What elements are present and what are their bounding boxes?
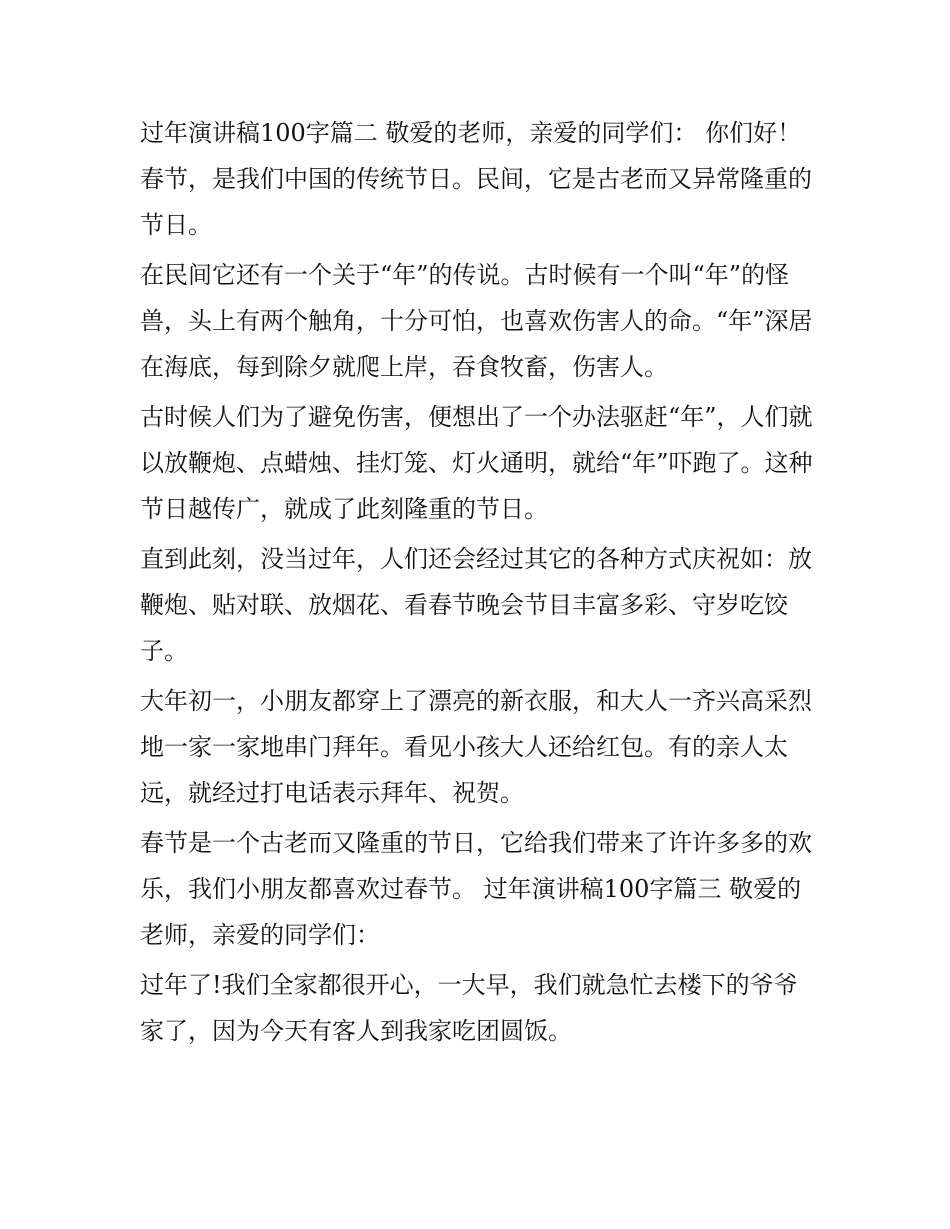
paragraph-3: 古时候人们为了避免伤害，便想出了一个办法驱赶“年”，人们就以放鞭炮、点蜡烛、挂灯笼、灯火通明，就给“年”吓跑了。这种节日越传广，就成了此刻隆重的节日。 <box>140 403 813 523</box>
paragraph-2: 在民间它还有一个关于“年”的传说。古时候有一个叫“年”的怪兽，头上有两个触角，十分可怕，也喜欢伤害人的命。“年”深居在海底，每到除夕就爬上岸，吞食牧畜，伤害人。 <box>140 261 813 381</box>
paragraph-4: 直到此刻，没当过年，人们还会经过其它的各种方式庆祝如：放鞭炮、贴对联、放烟花、看春节晚会节目丰富多彩、守岁吃饺子。 <box>140 545 812 665</box>
paragraph-5: 大年初一，小朋友都穿上了漂亮的新衣服，和大人一齐兴高采烈地一家一家地串门拜年。看见小孩大人还给红包。有的亲人太远，就经过打电话表示拜年、祝贺。 <box>140 687 812 807</box>
paragraph-7: 过年了!我们全家都很开心，一大早，我们就急忙去楼下的爷爷家了，因为今天有客人到我家吃团圆饭。 <box>140 971 798 1045</box>
paragraph-1: 过年演讲稿100字篇二 敬爱的老师，亲爱的同学们： 你们好！ 春节，是我们中国的传统节日。民间，它是古老而又异常隆重的节日。 <box>140 119 812 239</box>
document-body <box>140 110 820 1058</box>
paragraph-6: 春节是一个古老而又隆重的节日，它给我们带来了许许多多的欢乐，我们小朋友都喜欢过春节。 过年演讲稿100字篇三 敬爱的老师，亲爱的同学们： <box>140 829 812 949</box>
